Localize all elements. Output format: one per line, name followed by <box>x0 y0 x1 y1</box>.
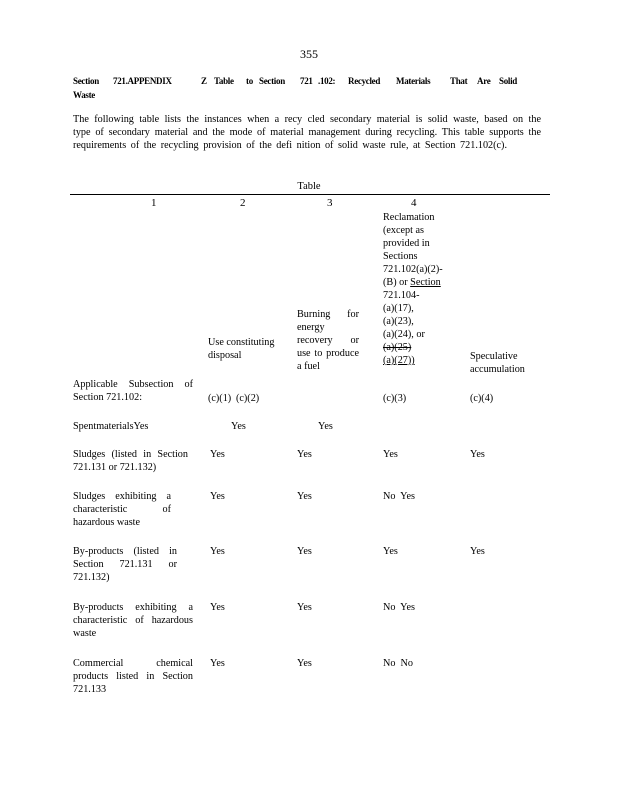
table-cell: Yes <box>470 546 485 557</box>
table-cell: No Yes <box>383 491 415 502</box>
table-cell: Yes <box>297 602 312 613</box>
table-cell: Yes <box>470 449 485 460</box>
table-cell: No Yes <box>383 602 415 613</box>
reclamation-line: Sections <box>383 251 418 262</box>
page-number: 355 <box>300 47 318 61</box>
heading-line2: Waste <box>73 90 95 100</box>
heading-word: .102: <box>318 76 336 86</box>
heading-word: Z <box>201 76 207 86</box>
table-cell: Yes <box>297 658 312 669</box>
header-burning-energy: Burning for energy recovery or use to produce a fuel <box>297 309 359 372</box>
reclamation-line: (a)(24), or <box>383 329 425 340</box>
subsection-ref: (c)(2) <box>236 393 260 404</box>
heading-word: Table <box>214 76 234 86</box>
underlined-insertion: (a)(27)) <box>383 355 415 366</box>
table-row-material: By-products exhibiting a characteristic of hazardous waste <box>73 602 193 639</box>
table-cell: Yes <box>297 546 312 557</box>
heading-word: 721.APPENDIX <box>113 76 172 86</box>
table-row-material: Sludges (listed in Section 721.131 or 721.132) <box>73 449 188 473</box>
table-row-material: Commercial chemical products listed in Section 721.133 <box>73 658 193 695</box>
reclamation-line: 721.104- <box>383 290 420 301</box>
table-cell: Yes <box>383 546 398 557</box>
table-cell: Yes <box>297 449 312 460</box>
subsection-ref: (c)(1) <box>208 393 232 404</box>
heading-word: Materials <box>396 76 431 86</box>
heading-word: Recycled <box>348 76 381 86</box>
table-cell: Yes <box>383 449 398 460</box>
intro-paragraph: The following table lists the instances when a recy cled secondary material is solid waste, based on the type of secondary material and the mode of material management during recycling. This table supports the requirements of the recycling provision of the defi nition of solid waste rule, at Section 721.102(c). <box>73 114 541 151</box>
column-number-2: 2 <box>240 197 246 209</box>
reclamation-line: 721.102(a)(2)- <box>383 264 443 275</box>
table-cell: Yes <box>210 491 225 502</box>
table-cell: Yes <box>231 421 246 432</box>
table-row-material: SpentmaterialsYes <box>73 421 149 432</box>
table-cell: Yes <box>297 491 312 502</box>
heading-word: to <box>246 76 253 86</box>
column-number-1: 1 <box>151 197 157 209</box>
heading-word: 721 <box>300 76 313 86</box>
table-cell: Yes <box>210 449 225 460</box>
heading-word: That <box>450 76 468 86</box>
heading-word: Are <box>477 76 491 86</box>
table-cell: Yes <box>210 602 225 613</box>
reclamation-line: (a)(23), <box>383 316 414 327</box>
table-row-material: By-products (listed in Section 721.131 or 721.132) <box>73 546 177 583</box>
table-cell: Yes <box>210 658 225 669</box>
reclamation-line: provided in <box>383 238 430 249</box>
table-cell: No No <box>383 658 413 669</box>
table-cell: Yes <box>210 546 225 557</box>
heading-word: Section <box>259 76 285 86</box>
reclamation-text: (B) or <box>383 277 411 288</box>
reclamation-line <box>383 276 463 289</box>
underlined-insertion: Section <box>410 277 441 288</box>
reclamation-line: (except as <box>383 225 425 236</box>
table-cell: Yes <box>318 421 333 432</box>
table-row-material: Sludges exhibiting a characteristic of hazardous waste <box>73 491 171 528</box>
table-caption: Table <box>297 181 321 192</box>
table-top-rule <box>70 194 550 195</box>
header-use-disposal: Use constituting disposal <box>208 337 275 361</box>
column-number-4: 4 <box>411 197 417 209</box>
struck-text: (a)(25) <box>383 342 412 353</box>
header-reclamation <box>383 211 463 367</box>
subsection-ref: (c)(3) <box>383 393 407 404</box>
heading-word: Solid <box>499 76 518 86</box>
reclamation-line: (a)(17), <box>383 303 414 314</box>
header-speculative-accumulation: Speculative accumulation <box>470 351 525 375</box>
subsection-ref: (c)(4) <box>470 393 494 404</box>
column-number-3: 3 <box>327 197 333 209</box>
heading-word: Section <box>73 76 99 86</box>
header-applicable-subsection: Applicable Subsection of Section 721.102: <box>73 379 193 403</box>
reclamation-line: Reclamation <box>383 212 435 223</box>
